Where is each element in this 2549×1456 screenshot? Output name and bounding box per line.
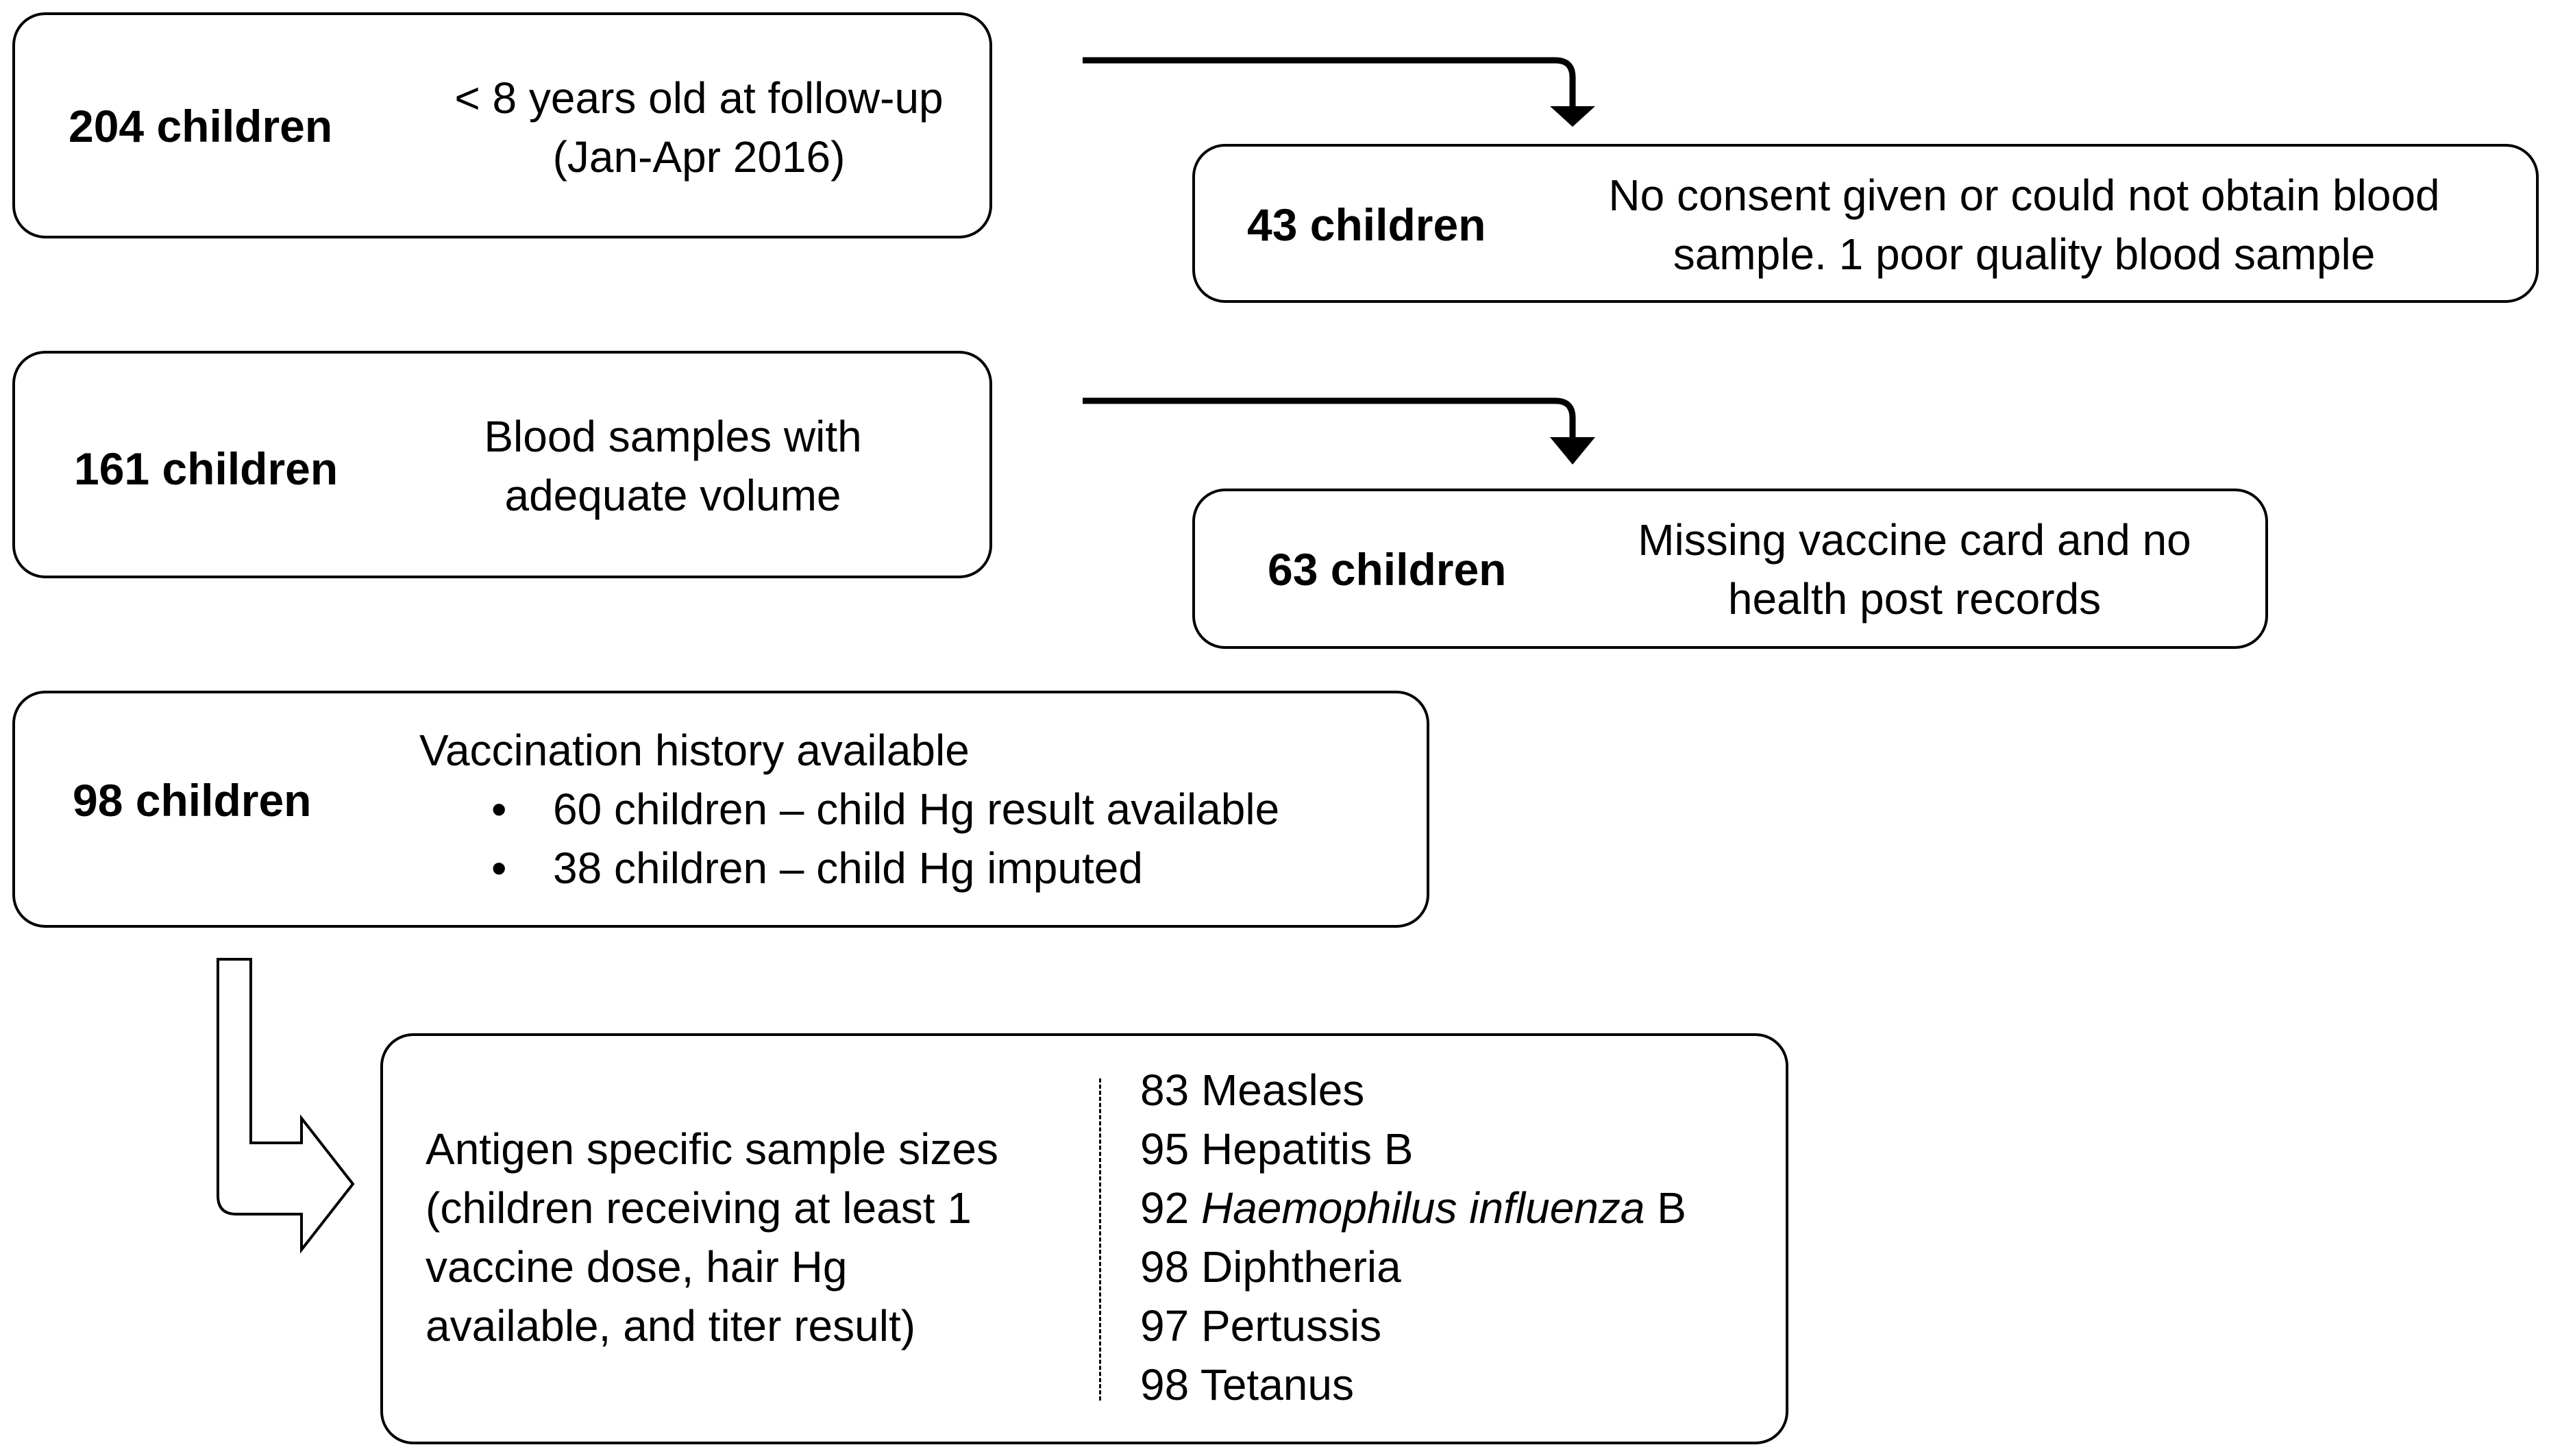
antigen-count: 98: [1140, 1242, 1190, 1292]
excluded-vaccine-box: [1192, 489, 2268, 649]
enrolled-desc-line2: (Jan-Apr 2016): [552, 132, 846, 182]
antigen-item: [1140, 1061, 1686, 1120]
antigen-count: 98: [1140, 1360, 1190, 1409]
antigen-item: [1140, 1296, 1686, 1355]
antigen-box: [380, 1033, 1788, 1444]
bullet-dot: •: [491, 785, 507, 834]
bullet-dot: •: [491, 843, 507, 893]
vaccination-bullet-text: 38 children – child Hg imputed: [553, 843, 1143, 893]
excluded-blood-count: 43 children: [1247, 199, 1486, 250]
vaccination-details: [419, 721, 1279, 898]
vaccination-bullet: [419, 839, 1279, 898]
antigen-item: [1140, 1120, 1686, 1179]
antigen-count: 95: [1140, 1124, 1190, 1174]
antigen-name: Hepatitis B: [1200, 1124, 1414, 1174]
enrolled-desc-line1: < 8 years old at follow-up: [454, 73, 944, 123]
arrow-to-excluded-vaccine: [1083, 401, 1595, 465]
enrolled-box: [12, 12, 992, 238]
vaccination-bullet-text: 60 children – child Hg result available: [553, 785, 1280, 834]
antigen-desc-line: Antigen specific sample sizes: [426, 1124, 998, 1174]
antigen-name: Pertussis: [1200, 1301, 1382, 1350]
blood-samples-box: [12, 351, 992, 578]
antigen-item: [1140, 1179, 1686, 1237]
antigen-count: 83: [1140, 1065, 1190, 1115]
excluded-blood-desc-line2: sample. 1 poor quality blood sample: [1673, 230, 2376, 279]
arrow-to-excluded-blood: [1083, 60, 1595, 127]
antigen-divider: [1099, 1078, 1101, 1401]
antigen-desc-line: vaccine dose, hair Hg: [426, 1242, 848, 1292]
excluded-vaccine-description: [1579, 510, 2250, 628]
antigen-name-suffix: B: [1657, 1183, 1686, 1233]
antigen-name: Tetanus: [1200, 1360, 1354, 1409]
excluded-blood-desc-line1: No consent given or could not obtain blood: [1608, 171, 2440, 220]
excluded-blood-box: [1192, 144, 2539, 303]
enrolled-count: 204 children: [69, 101, 333, 151]
antigen-desc-line: available, and titer result): [426, 1301, 916, 1350]
antigen-description: [426, 1120, 1083, 1355]
excluded-vaccine-count: 63 children: [1268, 544, 1507, 595]
antigen-name: Measles: [1200, 1065, 1365, 1115]
vaccination-box: [12, 691, 1429, 928]
antigen-desc-line: (children receiving at least 1: [426, 1183, 972, 1233]
antigen-item: [1140, 1355, 1686, 1414]
blood-samples-count: 161 children: [74, 443, 338, 494]
blood-samples-desc-line2: adequate volume: [504, 471, 841, 520]
antigen-item: [1140, 1237, 1686, 1296]
antigen-name: Haemophilus influenza: [1200, 1183, 1645, 1233]
antigen-count: 97: [1140, 1301, 1190, 1350]
excluded-blood-description: [1524, 166, 2524, 284]
enrolled-description: [404, 69, 994, 186]
arrow-to-antigen: [218, 959, 353, 1250]
vaccination-bullet: [419, 780, 1279, 839]
excluded-vaccine-desc-line1: Missing vaccine card and no: [1638, 515, 2191, 565]
vaccination-heading: Vaccination history available: [419, 726, 970, 775]
antigen-name: Diphtheria: [1200, 1242, 1401, 1292]
vaccination-count: 98 children: [73, 775, 312, 826]
antigen-list: [1140, 1061, 1686, 1414]
blood-samples-description: [399, 407, 947, 525]
excluded-vaccine-desc-line2: health post records: [1727, 574, 2102, 624]
antigen-count: 92: [1140, 1183, 1190, 1233]
blood-samples-desc-line1: Blood samples with: [484, 412, 862, 461]
